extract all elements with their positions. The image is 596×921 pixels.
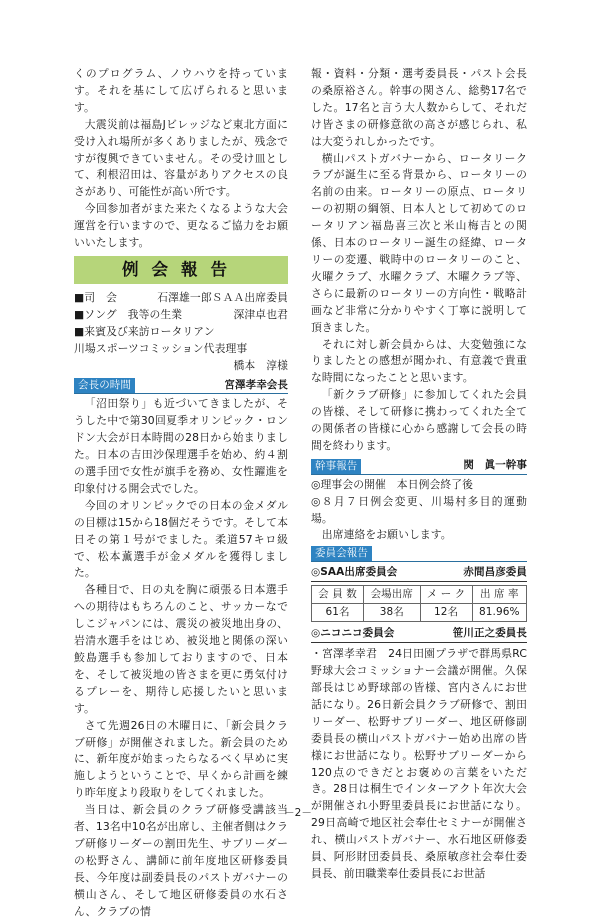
paragraph: さて先週26日の木曜日に、「新会員クラブ研修」が開催されました。新会員のために、新年度が始まったらなるべく早めに実施しようということで、早くから計画を練り昨年度より段取りをしてくれました。 bbox=[74, 718, 288, 800]
paragraph: 各種目で、日の丸を胸に頑張る日本選手への期待はもちろんのこと、サッカーなでしこジャパンには、震災の被災地出身の、岩清水選手をはじめ、被災地と関係の深い鮫島選手も参加しておりますので、日本を、そして被災地の皆さまを更に勇気付けるプレーを、期待し応援したいと思います。 bbox=[74, 583, 288, 715]
attendance-table bbox=[311, 585, 527, 622]
table-row bbox=[312, 604, 527, 622]
section-tag: 委員会報告 bbox=[311, 546, 372, 561]
paragraph: 横山パストガバナーから、ロータリークラブが誕生に至る背景から、ロータリーの名前の由来。ロータリーの原点、ロータリーの初期の綱領、日本人として初めてのロータリアン福島喜三次と米山梅吉との関係、日本のロータリー誕生の経緯、ロータリーの変遷、戦時中のロータリーのこと、火曜クラブ、水曜クラブ、木曜クラブ等、さらに最新のロータリーの方向性・戦略計画など非常に分かりやすく丁寧に説明して頂きました。 bbox=[311, 151, 527, 334]
item-value: 石澤雄一郎ＳＡＡ出席委員 bbox=[157, 290, 288, 304]
table-cell: 38名 bbox=[364, 604, 420, 622]
meeting-item bbox=[74, 324, 288, 341]
president-time-header bbox=[74, 377, 288, 395]
right-column bbox=[311, 66, 527, 883]
table-header-cell: メ ー ク bbox=[420, 586, 472, 604]
committee-member: 笹川正之委員長 bbox=[452, 627, 527, 640]
paragraph: 今回参加者がまた来たくなるような大会運営を行いますので、更なるご協力をお願いいたします。 bbox=[74, 202, 288, 250]
committee-title: ◎SAA出席委員会 bbox=[311, 566, 398, 579]
paragraph: くのプログラム、ノウハウを持っています。それを基にして広げられると思います。 bbox=[74, 67, 288, 114]
secretary-report-header bbox=[311, 457, 527, 475]
meeting-item bbox=[74, 290, 288, 307]
section-tag: 会長の時間 bbox=[74, 378, 135, 393]
item-label: ■司 会 bbox=[74, 290, 117, 304]
table-cell: 12名 bbox=[420, 604, 472, 622]
speaker-name: 関 眞一幹事 bbox=[463, 458, 527, 471]
niko-committee-heading bbox=[311, 625, 527, 643]
committee-report-header bbox=[311, 546, 527, 562]
table-cell: 81.96% bbox=[472, 604, 526, 622]
page-number: －2－ bbox=[284, 807, 312, 819]
table-header-cell: 会場出席 bbox=[364, 586, 420, 604]
paragraph: 大震災前は福島Jビレッジなど東北方面に受け入れ場所が多くありましたが、残念ですが復興できていません。その受け皿として、利根沼田は、容量がありアクセスの良さがあり、可能性が高い所です。 bbox=[74, 117, 288, 199]
table-header-cell: 出 席 率 bbox=[472, 586, 526, 604]
paragraph: 報・資料・分類・選考委員長・パスト会長の桑原裕さん。幹事の関さん、総勢17名でした。17名と言う大人数からして、それだけ皆さまの研修意欲の高さが感じられ、私は大変うれしかったです。 bbox=[311, 67, 527, 148]
report-line: ◎８月７日例会変更、川場村多目的運動場。 bbox=[311, 494, 527, 525]
paragraph: それに対し新会員からは、大変勉強になりましたとの感想が聞かれ、有意義で貴重な時間になったことと思います。 bbox=[311, 337, 527, 385]
saa-committee-heading bbox=[311, 564, 527, 582]
report-line: ◎理事会の開催 本日例会終了後 bbox=[311, 477, 474, 491]
speaker-name: 宮澤孝幸会長 bbox=[224, 378, 288, 391]
item-label: ■来賓及び来訪ロータリアン bbox=[74, 324, 215, 338]
paragraph: 「沼田祭り」も近づいてきましたが、そうした中で第30回夏季オリンピック・ロンドン大会が日本時間の28日から始まりました。日本の吉田沙保理選手を始め、約４割の選手団で女性が旗手を務め、女性躍進を印象付ける開会式でした。 bbox=[74, 397, 288, 495]
section-tag: 幹事報告 bbox=[311, 459, 361, 474]
section-heading-band: 例会報告 bbox=[74, 256, 288, 284]
paragraph: 今回のオリンピックでの日本の金メダルの目標は15から18個だそうです。そして本日その第１号がでました。柔道57キロ級で、松本薫選手が金メダルを獲得しました。 bbox=[74, 498, 288, 580]
committee-title: ◎ニコニコ委員会 bbox=[311, 627, 395, 640]
paragraph: 「新クラブ研修」に参加してくれた会員の皆様、そして研修に携わってくれた全ての関係者の皆様に心から感謝して会長の時間を終わります。 bbox=[311, 388, 527, 452]
item-label: ■ソング 我等の生業 bbox=[74, 307, 183, 321]
paragraph: 当日は、新会員のクラブ研修受講該当者、13名中10名が出席し、主催者側はクラブ研修リーダーの割田先生、サブリーダーの松野さん、講師に前年度地区研修委員長、今年度は副委員長のパストガバナーの横山さん、そして地区研修委員の水石さん、クラブの情 bbox=[74, 803, 288, 918]
table-header-cell: 会 員 数 bbox=[312, 586, 364, 604]
table-header-row bbox=[312, 586, 527, 604]
left-column bbox=[74, 66, 288, 921]
table-cell: 61名 bbox=[312, 604, 364, 622]
paragraph: ・宮澤孝幸君 24日田園プラザで群馬県RC野球大会コミッショナー会議が開催。久保部長はじめ野球部の皆様、宮内さんにお世話になり。26日新会員クラブ研修で、割田リーダー、松野サブリーダー、地区研修副委員長の横山パストガバナー始め出席の皆様にお世話になり。松野サブリーダーから120点のできだとお褒めの言葉をいただき。28日は桐生でインターアクト年次大会が開催され小野里委員長にお世話になり。29日高崎で地区社会奉仕セミナーが開催され、横山パストガバナー、水石地区研修委員、阿形財団委員長、桑原敏彦社会奉仕委員長、前田職業奉仕委員長にお世話 bbox=[311, 647, 527, 880]
report-line: 出席連絡をお願いします。 bbox=[321, 528, 452, 542]
guest-affiliation: 川場スポーツコミッション代表理事 bbox=[74, 341, 248, 355]
committee-member: 赤間昌彦委員 bbox=[463, 566, 527, 579]
item-value: 深津卓也君 bbox=[233, 307, 288, 321]
guest-name: 橋本 淳様 bbox=[233, 358, 288, 372]
meeting-item bbox=[74, 307, 288, 324]
